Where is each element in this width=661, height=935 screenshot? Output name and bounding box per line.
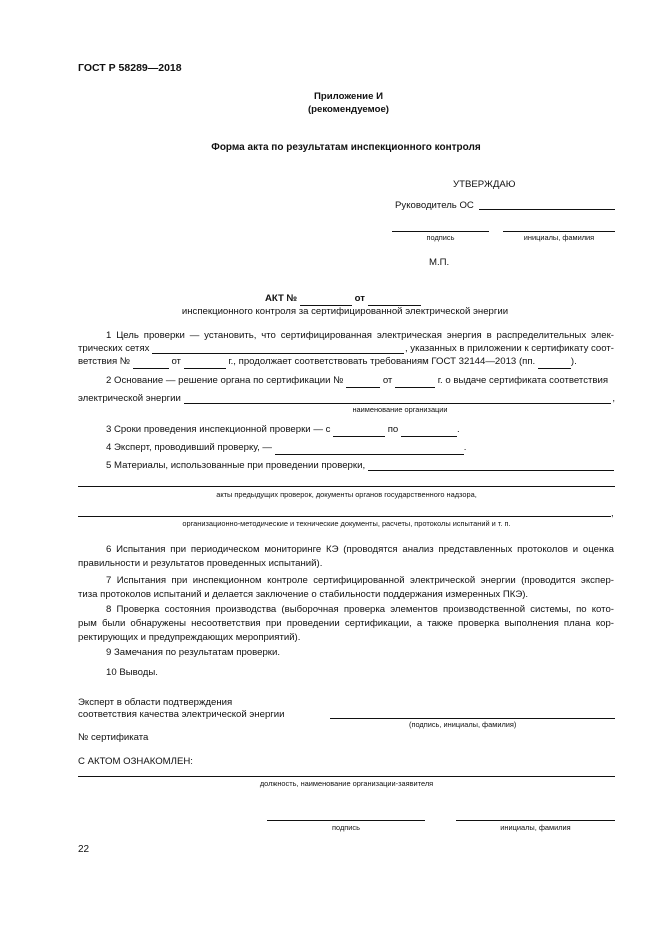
- expert-signature-line: [330, 718, 615, 719]
- item-1-appendix-text: , указанных в приложении к сертификату соот-: [404, 343, 614, 354]
- decision-number-field: [346, 377, 380, 388]
- acquainted-signature-caption: подпись: [332, 823, 360, 832]
- act-from-label: от: [354, 293, 365, 304]
- organization-field: [184, 393, 611, 404]
- item-7-line-1: 7 Испытания при инспекционном контроле сертифицированной электрической энергии (проводится экспер-: [106, 575, 614, 586]
- item-6-line-2: правильности и результатов проведенных испытаний).: [78, 557, 323, 569]
- item-7-line-2: тиза протоколов испытаний и делается заключение о стабильности поддержания измеренных ПКЭ).: [78, 588, 529, 600]
- certificate-label: № сертификата: [78, 732, 149, 743]
- materials-field: [368, 460, 614, 471]
- item-1-line-1: 1 Цель проверки — установить, что сертифицированная электрическая энергия в распределительных элек-: [106, 330, 614, 341]
- appendix-subtitle: (рекомендуемое): [307, 104, 389, 115]
- decision-date-field: [395, 377, 435, 388]
- inspection-period-label: 3 Сроки проведения инспекционной проверки — с: [106, 424, 331, 435]
- materials-line-3: [78, 516, 611, 517]
- item-5: [106, 459, 615, 473]
- document-header: ГОСТ Р 58289—2018: [78, 62, 182, 74]
- expert-name-field: [275, 444, 464, 455]
- item-1-line-2: [78, 342, 614, 356]
- approve-label: УТВЕРЖДАЮ: [453, 179, 516, 190]
- decision-text: г. о выдаче сертификата соответствия: [437, 375, 609, 386]
- item-1-networks-label: трических сетях: [78, 343, 150, 354]
- item-2-line-1: [106, 374, 608, 388]
- page-number: 22: [78, 844, 90, 855]
- acquainted-title: С АКТОМ ОЗНАКОМЛЕН:: [78, 756, 193, 767]
- item-2-line-2: электрической энергии ,: [78, 393, 615, 404]
- expert-title-line-2: соответствия качества электрической энергии: [78, 709, 285, 720]
- networks-field: [152, 343, 403, 354]
- materials-line-2: [78, 486, 615, 487]
- item-3: [106, 423, 460, 437]
- act-heading: [265, 292, 421, 306]
- item-2-basis-label: 2 Основание — решение органа по сертификации №: [106, 375, 344, 386]
- item-8-line-1: 8 Проверка состояния производства (выборочная проверка элементов производственной системы, по кото-: [106, 604, 614, 615]
- item-1-end: ).: [570, 356, 577, 367]
- item-6-line-1: 6 Испытания при периодическом мониторинге КЭ (проводятся анализ представленных протоколов и оценка: [106, 544, 614, 555]
- expert-signature-caption: (подпись, инициалы, фамилия): [409, 720, 517, 729]
- approval-signature-line: [392, 231, 489, 232]
- certificate-date-field: [184, 358, 226, 369]
- certificate-number-field: [133, 358, 169, 369]
- name-caption: инициалы, фамилия: [523, 233, 595, 242]
- period-start-field: [333, 426, 385, 437]
- item-7: [78, 574, 614, 602]
- gost-requirement-text: г., продолжает соответствовать требованиям ГОСТ 32144—2013 (пп.: [228, 356, 536, 367]
- item-4-end: .: [463, 442, 467, 453]
- decision-from-label: от: [382, 375, 393, 386]
- item-8: [78, 603, 614, 645]
- item-2-energy-label: электрической энергии: [78, 393, 181, 404]
- appendix-title: Приложение И: [314, 91, 383, 102]
- acquainted-signature-line: [267, 820, 425, 821]
- certificate-from-label: от: [171, 356, 181, 367]
- seal-label: М.П.: [429, 257, 450, 268]
- item-4: [106, 441, 466, 455]
- certificate-number-label: ветствия №: [78, 356, 131, 367]
- item-1-line-3: [78, 355, 577, 369]
- act-subtitle: инспекционного контроля за сертифицированной электрической энергии: [181, 306, 509, 317]
- item-6: [78, 543, 614, 571]
- applicant-caption: должность, наименование организации-заявителя: [259, 779, 434, 788]
- item-8-line-3: ректирующих и предупреждающих мероприятий).: [78, 631, 301, 643]
- materials-caption-1: акты предыдущих проверок, документы органов государственного надзора,: [216, 490, 477, 499]
- head-label: Руководитель ОС: [395, 200, 474, 211]
- expert-title-line-1: Эксперт в области подтверждения: [78, 697, 233, 708]
- acquainted-name-line: [456, 820, 615, 821]
- form-title: Форма акта по результатам инспекционного контроля: [211, 142, 481, 153]
- applicant-line: [78, 776, 615, 777]
- acquainted-name-caption: инициалы, фамилия: [500, 823, 571, 832]
- organization-caption: наименование организации: [352, 405, 448, 414]
- signature-caption: подпись: [426, 233, 455, 242]
- item-8-line-2: рым были обнаружены несоответствия при проведении сертификации, а также проверка выполнения плана кор-: [78, 617, 614, 629]
- approval-name-line: [503, 231, 615, 232]
- item-3-end: .: [456, 424, 460, 435]
- materials-label: 5 Материалы, использованные при проведении проверки,: [106, 460, 366, 471]
- item-9: 9 Замечания по результатам проверки.: [106, 647, 281, 658]
- materials-line-3-end: ,: [611, 508, 614, 519]
- period-to-label: по: [387, 424, 399, 435]
- expert-label: 4 Эксперт, проводивший проверку, —: [106, 442, 273, 453]
- materials-caption-2: организационно-методические и технические документы, расчеты, протоколы испытаний и т. п.: [182, 519, 511, 528]
- act-label: АКТ №: [265, 293, 298, 304]
- period-end-field: [401, 426, 457, 437]
- head-signature-line: [479, 209, 615, 210]
- item-10: 10 Выводы.: [106, 667, 158, 678]
- item-1: [78, 329, 614, 343]
- clauses-field: [538, 358, 571, 369]
